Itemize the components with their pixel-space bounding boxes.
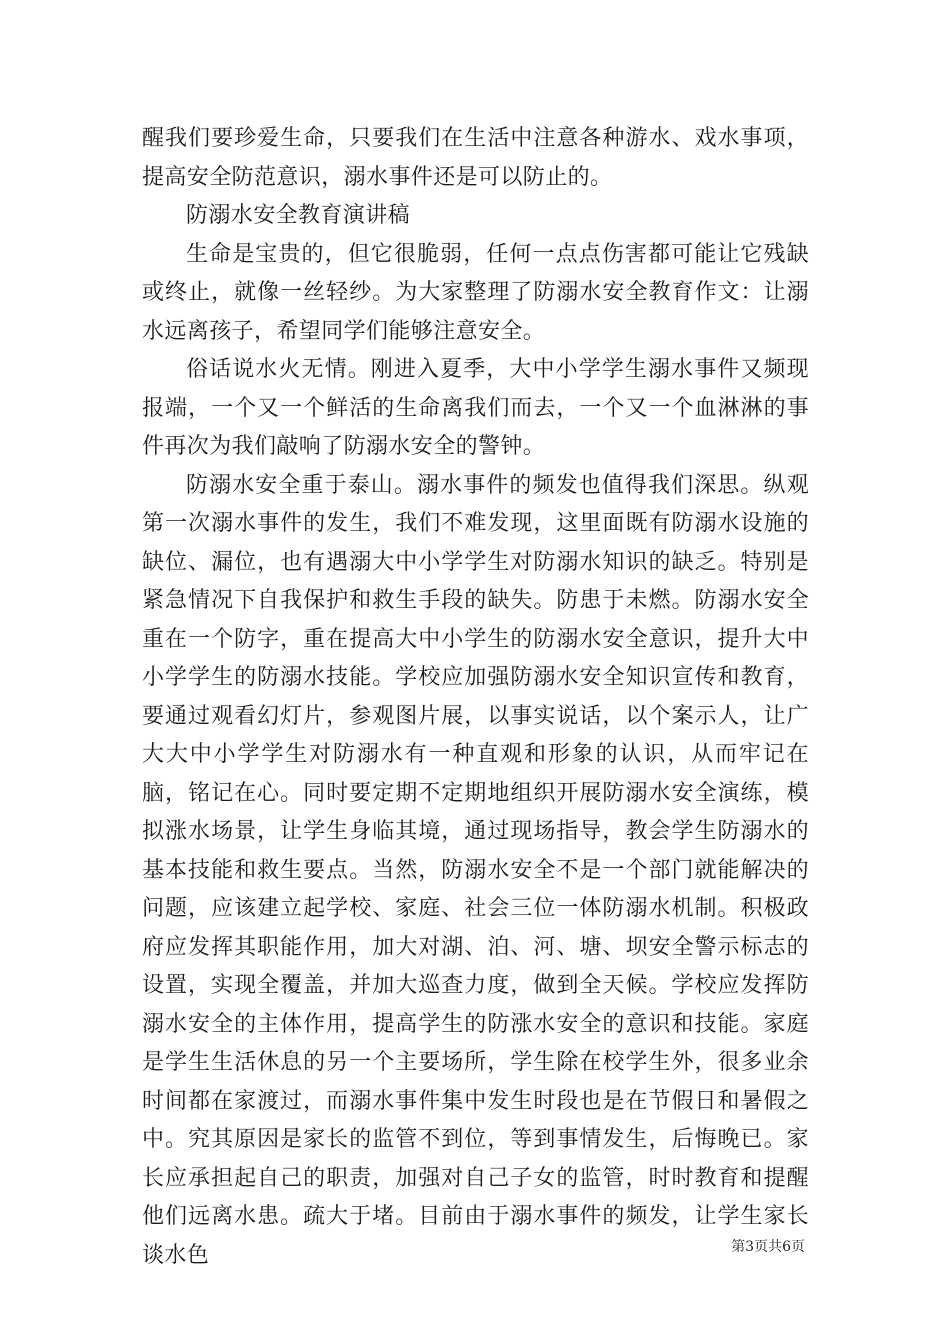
paragraph-main: 防溺水安全重于泰山。溺水事件的频发也值得我们深思。纵观第一次溺水事件的发生，我们不难发现，这里面既有防溺水设施的缺位、漏位，也有遇溺大中小学学生对防溺水知识的缺乏。特别是紧急情况下自我保护和救生手段的缺失。防患于未燃。防溺水安全重在一个防字，重在提高大中小学生的防溺水安全意识，提升大中小学学生的防溺水技能。学校应加强防溺水安全知识宣传和教育，要通过观看幻灯片，参观图片展，以事实说话，以个案示人，让广大大中小学学生对防溺水有一种直观和形象的认识，从而牢记在脑，铭记在心。同时要定期不定期地组织开展防溺水安全演练，模拟涨水场景，让学生身临其境，通过现场指导，教会学生防溺水的基本技能和救生要点。当然，防溺水安全不是一个部门就能解决的问题，应该建立起学校、家庭、社会三位一体防溺水机制。积极政府应发挥其职能作用，加大对湖、泊、河、塘、坝安全警示标志的设置，实现全覆盖，并加大巡查力度，做到全天候。学校应发挥防溺水安全的主体作用，提高学生的防涨水安全的意识和技能。家庭是学生生活休息的另一个主要场所，学生除在校学生外，很多业余时间都在家渡过，而溺水事件集中发生时段也是在节假日和暑假之中。究其原因是家长的监管不到位，等到事情发生，后悔晚已。家长应承担起自己的职责，加强对自己子女的监管，时时教育和提醒他们远离水患。疏大于堵。目前由于溺水事件的频发，让学生家长谈水色 xyxy=(142,472,809,1268)
paragraph-continuation: 醒我们要珍爱生命，只要我们在生活中注意各种游水、戏水事项，提高安全防范意识，溺水事件还是可以防止的。 xyxy=(142,126,809,190)
section-heading: 防溺水安全教育演讲稿 xyxy=(186,203,411,228)
page-number-footer: 第3页共6页 xyxy=(731,1239,805,1255)
document-body xyxy=(142,120,809,1275)
paragraph-intro: 生命是宝贵的，但它很脆弱，任何一点点伤害都可能让它残缺或终止，就像一丝轻纱。为大家整理了防溺水安全教育作文：让溺水远离孩子，希望同学们能够注意安全。 xyxy=(142,241,809,344)
paragraph-proverb: 俗话说水火无情。刚进入夏季，大中小学学生溺水事件又频现报端，一个又一个鲜活的生命离我们而去，一个又一个血淋淋的事件再次为我们敲响了防溺水安全的警钟。 xyxy=(142,357,809,459)
